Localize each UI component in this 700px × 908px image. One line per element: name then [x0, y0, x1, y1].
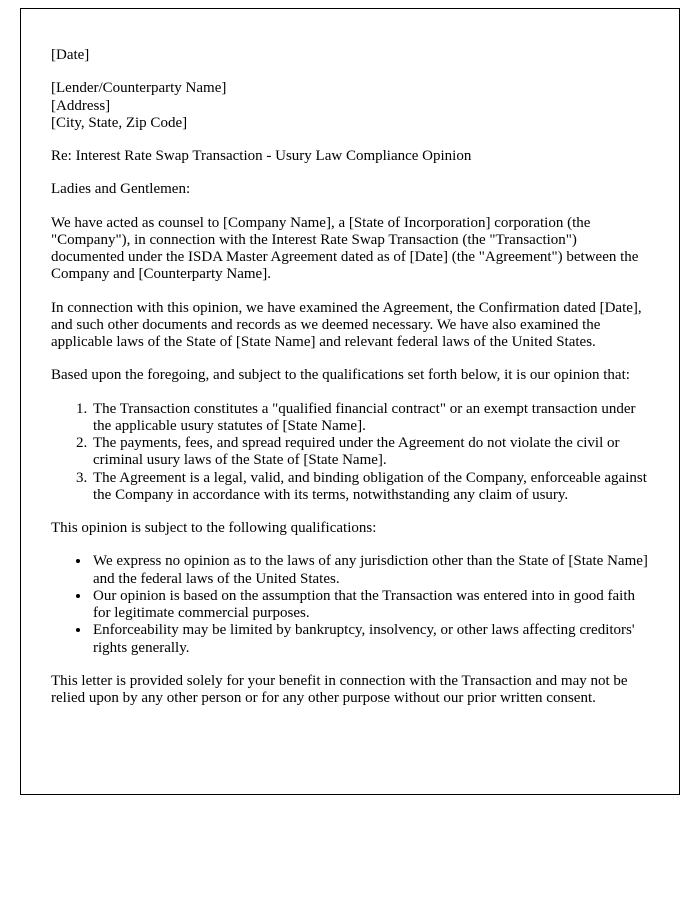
paragraph-documents-examined: In connection with this opinion, we have examined the Agreement, the Confirmation dated [Date], and such other documents and records as we deemed necessary. We have also examined the applicable laws of the State of [State Name] and relevant federal laws of the United States.: [51, 299, 642, 350]
opinion-item-2: 2. The payments, fees, and spread required under the Agreement do not violate the civil or criminal usury laws of the State of [State Name].: [91, 435, 649, 470]
date-placeholder: [Date]: [51, 47, 90, 63]
qualification-item-3: • Enforceability may be limited by bankruptcy, insolvency, or other laws affecting creditors' rights generally.: [91, 622, 649, 657]
letter-document: [20, 8, 680, 795]
qualification-item-2: • Our opinion is based on the assumption that the Transaction was entered into in good faith for legitimate commercial purposes.: [91, 588, 649, 623]
recipient-block: [51, 80, 649, 132]
qualification-list: [51, 553, 649, 657]
opinion-item-1: 1. The Transaction constitutes a "qualified financial contract" or an exempt transaction under the applicable usury statutes of [State Name].: [91, 401, 649, 436]
paragraph-reliance: This letter is provided solely for your benefit in connection with the Transaction and may not be relied upon by any other person or for any other purpose without our prior written consent.: [51, 672, 628, 706]
opinion-list: [51, 401, 649, 505]
recipient-city-state-zip: [City, State, Zip Code]: [51, 114, 188, 131]
recipient-name: [Lender/Counterparty Name]: [51, 80, 227, 97]
paragraph-opinion-intro: Based upon the foregoing, and subject to the qualifications set forth below, it is our opinion that:: [51, 367, 630, 384]
opinion-item-3: 3. The Agreement is a legal, valid, and binding obligation of the Company, enforceable against the Company in accordance with its terms, notwithstanding any claim of usury.: [91, 470, 649, 505]
subject-line: Re: Interest Rate Swap Transaction - Usury Law Compliance Opinion: [51, 148, 472, 164]
qualification-item-1: • We express no opinion as to the laws of any jurisdiction other than the State of [State Name] and the federal laws of the United States.: [91, 553, 649, 588]
paragraph-qualifications-intro: This opinion is subject to the following qualifications:: [51, 520, 377, 536]
paragraph-engagement: We have acted as counsel to [Company Name], a [State of Incorporation] corporation (the "Company"), in connection with the Interest Rate Swap Transaction (the "Transaction") documented under the ISDA Master Agreement dated as of [Date] (the "Agreement") between the Company and [Counterparty Name].: [51, 214, 639, 283]
salutation: Ladies and Gentlemen:: [51, 181, 191, 198]
recipient-address: [Address]: [51, 97, 111, 114]
